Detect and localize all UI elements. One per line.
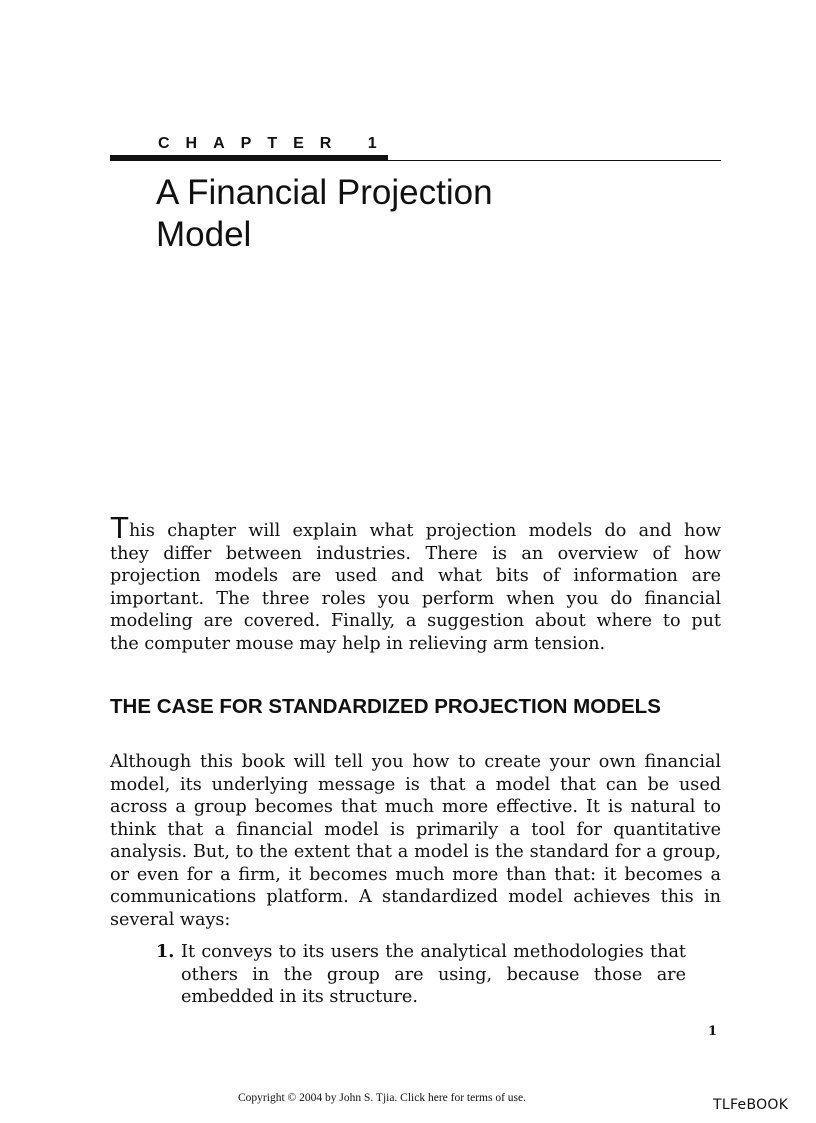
- list-item-text: It conveys to its users the analytical methodologies that others in the group are using, because those are embedded in its structure.: [181, 942, 686, 1007]
- chapter-label: CHAPTER 1: [158, 135, 393, 152]
- chapter-title-line: Model: [156, 215, 252, 254]
- intro-line: modeling are covered. Finally, a suggestion about where to put: [110, 611, 721, 631]
- intro-line: projection models are used and what bits of information are: [110, 566, 721, 586]
- page-number: 1: [708, 1024, 718, 1039]
- list-item: [156, 941, 686, 1009]
- intro-line: they differ between industries. There is an overview of how: [110, 543, 721, 564]
- chapter-title: [156, 172, 716, 256]
- copyright-notice[interactable]: Copyright © 2004 by John S. Tjia. Click here for terms of use.: [238, 1092, 527, 1104]
- section-heading: THE CASE FOR STANDARDIZED PROJECTION MODELS: [110, 695, 661, 718]
- chapter-rule-thin: [388, 160, 721, 161]
- watermark-text: TLFeBOOK: [713, 1097, 789, 1113]
- intro-first-line-text: his chapter will explain what projection models do and how: [128, 521, 721, 541]
- chapter-rule-thick: [110, 155, 388, 161]
- chapter-title-line: A Financial Projection: [156, 173, 493, 212]
- intro-paragraph: [110, 510, 721, 655]
- section-paragraph: Although this book will tell you how to create your own financial model, its underlying message is that a model that can be used across a group becomes that much more effective. It is natural to think that a financial model is primarily a tool for quantitative analysis. But, to the extent that a model is the standard for a group, or even for a firm, it becomes much more than that: it becomes a communications platform. A standardized model achieves this in several ways:: [110, 752, 721, 930]
- numbered-list: [156, 941, 686, 1009]
- intro-line: [110, 510, 721, 545]
- drop-cap: T: [110, 510, 129, 545]
- intro-line: the computer mouse may help in relieving arm tension.: [110, 633, 606, 654]
- list-item-number: 1.: [156, 941, 175, 962]
- intro-line: important. The three roles you perform when you do financial: [110, 588, 721, 609]
